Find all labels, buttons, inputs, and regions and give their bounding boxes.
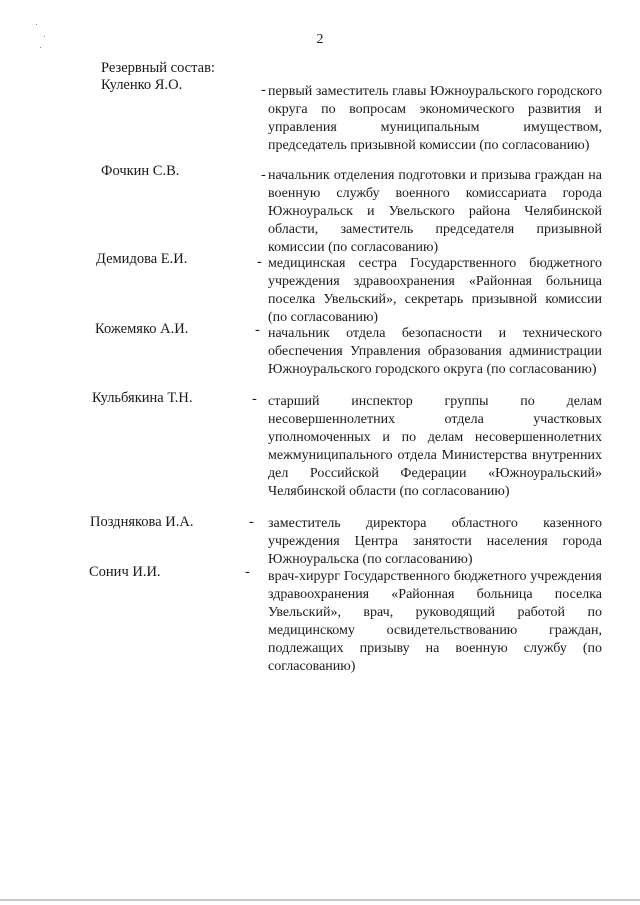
- scan-speck: [36, 24, 37, 25]
- member-name: Демидова Е.И.: [96, 251, 188, 267]
- member-description: заместитель директора областного казенного учреждения Центра занятости населения города Южноуральска (по согласованию): [268, 516, 602, 567]
- member-description: старший инспектор группы по делам несовершеннолетних отдела участковых уполномоченных и по делам несовершеннолетних межмуниципального отдела Министерства внутренних дел Российской Федерации «Южноуральский» Челябинской области (по согласованию): [268, 394, 602, 499]
- section-heading: Резервный состав:: [101, 60, 215, 76]
- member-name: Куленко Я.О.: [101, 77, 183, 93]
- member-dash: -: [249, 514, 254, 530]
- member-dash: -: [252, 391, 257, 407]
- member-description: начальник отделения подготовки и призыва граждан на военную службу военного комиссариата города Южноуральск и Увельского района Челябинской области, заместитель председателя призывной комиссии (по согласованию): [268, 168, 602, 255]
- member-description: медицинская сестра Государственного бюджетного учреждения здравоохранения «Районная больница поселка Увельский», секретарь призывной комиссии (по согласованию): [268, 256, 602, 325]
- page-number: 2: [316, 32, 324, 47]
- scan-speck: [40, 47, 41, 48]
- member-name: Сонич И.И.: [89, 564, 161, 580]
- member-dash: -: [257, 254, 262, 270]
- member-description: начальник отдела безопасности и технического обеспечения Управления образования администрации Южноуральского городского округа (по согласованию): [268, 326, 602, 377]
- member-name: Кульбякина Т.Н.: [92, 390, 193, 406]
- member-dash: -: [255, 322, 260, 338]
- member-dash: -: [261, 167, 266, 183]
- member-description: первый заместитель главы Южноуральского городского округа по вопросам экономического развития и управления муниципальным имуществом, председатель призывной комиссии (по согласованию): [268, 84, 602, 153]
- member-description: врач-хирург Государственного бюджетного учреждения здравоохранения «Районная больница поселка Увельский», врач, руководящий работой по медицинскому освидетельствованию граждан, подлежащих призыву на военную службу (по согласованию): [268, 569, 602, 674]
- member-dash: -: [245, 564, 250, 580]
- member-name: Позднякова И.А.: [90, 514, 194, 530]
- member-dash: -: [261, 82, 266, 98]
- member-name: Кожемяко А.И.: [95, 321, 189, 337]
- scan-speck: [44, 36, 45, 37]
- scan-edge-line: [0, 899, 640, 901]
- member-name: Фочкин С.В.: [101, 163, 180, 179]
